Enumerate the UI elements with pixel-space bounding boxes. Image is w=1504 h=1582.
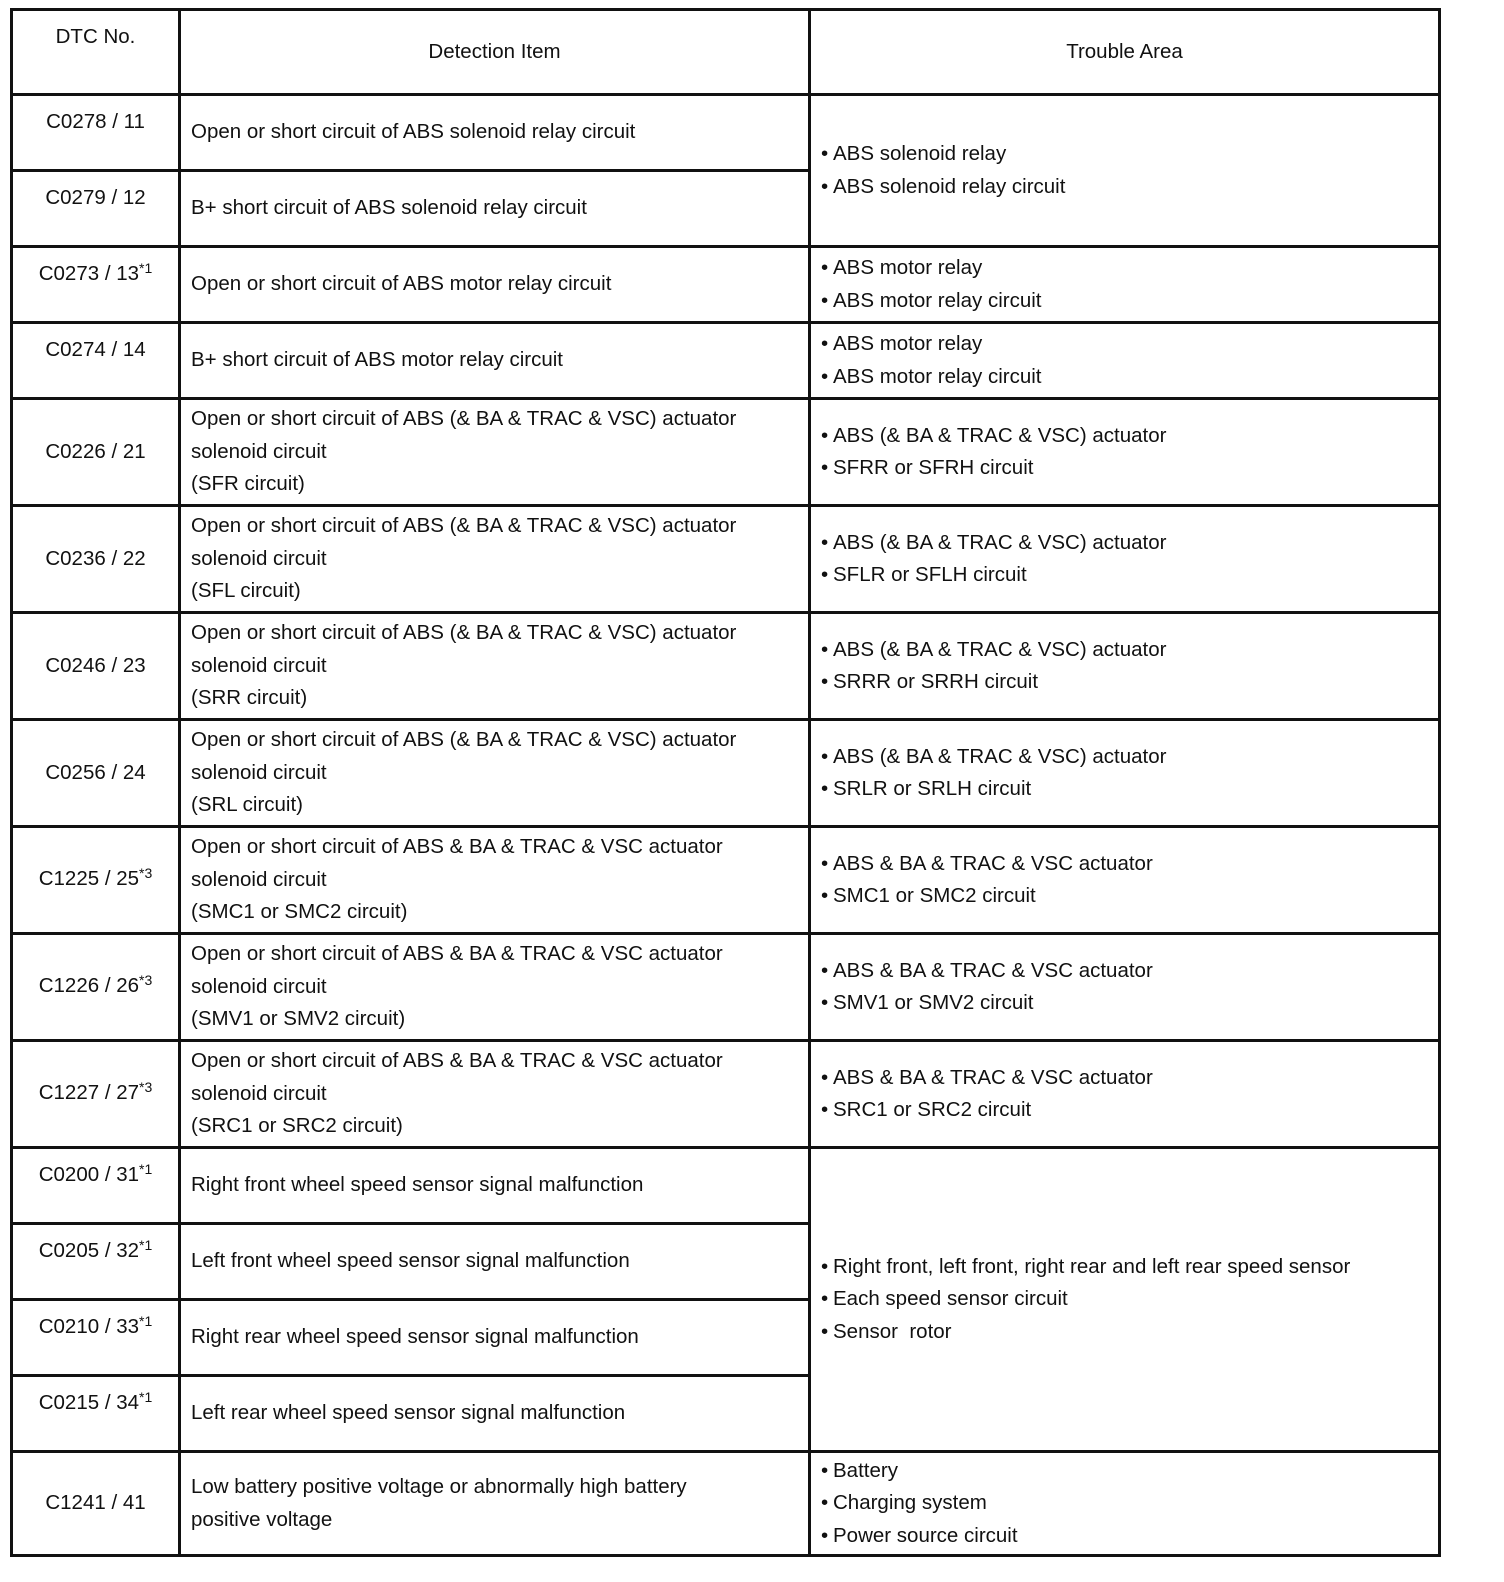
dtc-cell [12, 1452, 180, 1556]
trouble-cell [810, 827, 1440, 934]
dtc-code: C0278 / 11 [46, 110, 145, 133]
table-row [12, 720, 1440, 827]
detection-line: solenoid circuit [191, 439, 327, 463]
bullet-icon: • [821, 851, 829, 875]
trouble-item: • ABS (& BA & TRAC & VSC) actuator [821, 420, 1428, 453]
trouble-item: • SMC1 or SMC2 circuit [821, 880, 1428, 913]
detection-line: Right front wheel speed sensor signal malfunction [191, 1173, 644, 1197]
bullet-icon: • [821, 1458, 829, 1482]
dtc-code: C1241 / 41 [45, 1491, 146, 1515]
dtc-footnote: *1 [139, 1389, 153, 1405]
trouble-cell [810, 1041, 1440, 1148]
detection-line: Open or short circuit of ABS (& BA & TRAC & VSC) actuator [191, 514, 737, 538]
trouble-cell [810, 720, 1440, 827]
detection-line: Open or short circuit of ABS (& BA & TRAC & VSC) actuator [191, 621, 737, 645]
dtc-footnote: *3 [139, 1079, 153, 1096]
dtc-code: C0205 / 32 [38, 1239, 140, 1262]
dtc-footnote: *3 [139, 865, 153, 882]
dtc-table [10, 8, 1441, 1557]
trouble-item: • SMV1 or SMV2 circuit [821, 987, 1428, 1020]
trouble-item: • ABS motor relay [821, 328, 1428, 361]
dtc-table-container [10, 8, 1438, 1557]
trouble-cell [810, 399, 1440, 506]
trouble-item: • ABS motor relay circuit [821, 285, 1428, 318]
dtc-footnote: *3 [139, 972, 153, 989]
detection-line: Left front wheel speed sensor signal malfunction [191, 1249, 630, 1273]
bullet-icon: • [821, 332, 829, 355]
dtc-cell [12, 1148, 180, 1224]
dtc-footnote: *1 [139, 1237, 153, 1253]
dtc-cell [12, 720, 180, 827]
trouble-item: • Charging system [821, 1487, 1428, 1520]
dtc-code: C1227 / 27 [38, 1081, 140, 1105]
bullet-icon: • [821, 1098, 829, 1121]
trouble-item: • ABS (& BA & TRAC & VSC) actuator [821, 634, 1428, 667]
detection-line: Left rear wheel speed sensor signal malfunction [191, 1401, 626, 1425]
table-row [12, 95, 1440, 171]
detection-line: solenoid circuit [191, 974, 327, 998]
trouble-item: • Right front, left front, right rear and left rear speed sensor [821, 1251, 1428, 1284]
detection-line: Open or short circuit of ABS & BA & TRAC & VSC actuator [191, 835, 723, 859]
detection-line: solenoid circuit [191, 546, 327, 570]
table-row [12, 613, 1440, 720]
detection-line: (SRC1 or SRC2 circuit) [191, 1114, 403, 1138]
detection-cell [180, 934, 810, 1041]
bullet-icon: • [821, 1065, 829, 1089]
trouble-cell [810, 1148, 1440, 1452]
dtc-code: C0274 / 14 [45, 338, 146, 361]
bullet-icon: • [821, 884, 829, 907]
detection-line: (SFL circuit) [191, 579, 301, 603]
dtc-cell [12, 827, 180, 934]
detection-line: solenoid circuit [191, 1081, 327, 1105]
trouble-item: • ABS motor relay [821, 252, 1428, 285]
table-row [12, 1041, 1440, 1148]
detection-line: Open or short circuit of ABS & BA & TRAC & VSC actuator [191, 1049, 723, 1073]
bullet-icon: • [821, 142, 829, 165]
trouble-item: • Each speed sensor circuit [821, 1283, 1428, 1316]
dtc-cell [12, 1300, 180, 1376]
trouble-item: • ABS (& BA & TRAC & VSC) actuator [821, 741, 1428, 774]
detection-line: solenoid circuit [191, 760, 327, 784]
table-row [12, 323, 1440, 399]
trouble-item: • SRC1 or SRC2 circuit [821, 1094, 1428, 1127]
trouble-item: • SFLR or SFLH circuit [821, 559, 1428, 592]
dtc-cell [12, 1224, 180, 1300]
dtc-cell [12, 399, 180, 506]
bullet-icon: • [821, 637, 829, 661]
dtc-cell [12, 171, 180, 247]
trouble-cell [810, 323, 1440, 399]
trouble-item: • Battery [821, 1455, 1428, 1488]
detection-line: (SMV1 or SMV2 circuit) [191, 1007, 406, 1031]
detection-line: Open or short circuit of ABS (& BA & TRAC & VSC) actuator [191, 728, 737, 752]
trouble-cell [810, 934, 1440, 1041]
detection-line: Low battery positive voltage or abnormally high battery [191, 1475, 687, 1498]
detection-line: B+ short circuit of ABS solenoid relay circuit [191, 196, 587, 220]
detection-line: Open or short circuit of ABS motor relay circuit [191, 272, 612, 296]
detection-line: Right rear wheel speed sensor signal malfunction [191, 1325, 639, 1349]
dtc-cell [12, 247, 180, 323]
detection-cell [180, 1452, 810, 1556]
detection-cell [180, 247, 810, 323]
dtc-cell [12, 506, 180, 613]
bullet-icon: • [821, 958, 829, 982]
bullet-icon: • [821, 1287, 829, 1311]
bullet-icon: • [821, 1319, 829, 1343]
detection-cell [180, 613, 810, 720]
dtc-code: C0273 / 13 [38, 262, 140, 285]
trouble-cell [810, 613, 1440, 720]
trouble-item: • ABS solenoid relay circuit [821, 171, 1428, 204]
dtc-cell [12, 95, 180, 171]
header-detection-item: Detection Item [180, 10, 810, 95]
detection-cell [180, 827, 810, 934]
bullet-icon: • [821, 744, 829, 768]
dtc-cell [12, 323, 180, 399]
trouble-item: • Power source circuit [821, 1520, 1428, 1553]
detection-line: Open or short circuit of ABS (& BA & TRAC & VSC) actuator [191, 407, 737, 431]
detection-line: Open or short circuit of ABS & BA & TRAC & VSC actuator [191, 942, 723, 966]
header-trouble-area: Trouble Area [810, 10, 1440, 95]
trouble-cell [810, 247, 1440, 323]
dtc-cell [12, 1376, 180, 1452]
trouble-item: • ABS motor relay circuit [821, 361, 1428, 394]
trouble-item: • ABS & BA & TRAC & VSC actuator [821, 1062, 1428, 1095]
bullet-icon: • [821, 777, 829, 800]
trouble-item: • ABS solenoid relay [821, 138, 1428, 171]
detection-cell [180, 1300, 810, 1376]
table-row [12, 1452, 1440, 1556]
table-row [12, 934, 1440, 1041]
detection-cell [180, 399, 810, 506]
table-row [12, 506, 1440, 613]
detection-cell [180, 1376, 810, 1452]
dtc-code: C0226 / 21 [45, 439, 146, 463]
dtc-code: C0279 / 12 [45, 186, 146, 209]
dtc-code: C1225 / 25 [38, 867, 140, 891]
dtc-footnote: *1 [139, 1161, 153, 1177]
trouble-item: • SRLR or SRLH circuit [821, 773, 1428, 806]
dtc-code: C0236 / 22 [45, 546, 146, 570]
bullet-icon: • [821, 670, 829, 693]
trouble-item: • ABS & BA & TRAC & VSC actuator [821, 848, 1428, 881]
detection-line: (SFR circuit) [191, 472, 305, 496]
detection-cell [180, 323, 810, 399]
dtc-code: C0200 / 31 [38, 1163, 140, 1186]
bullet-icon: • [821, 174, 829, 198]
header-dtc-no: DTC No. [12, 10, 180, 95]
trouble-item: • SRRR or SRRH circuit [821, 666, 1428, 699]
detection-line: B+ short circuit of ABS motor relay circuit [191, 348, 563, 372]
detection-cell [180, 1148, 810, 1224]
detection-cell [180, 1224, 810, 1300]
trouble-cell [810, 506, 1440, 613]
trouble-cell [810, 1452, 1440, 1556]
detection-line: (SMC1 or SMC2 circuit) [191, 900, 408, 924]
detection-line: (SRL circuit) [191, 793, 303, 817]
bullet-icon: • [821, 1523, 829, 1547]
trouble-item: • ABS (& BA & TRAC & VSC) actuator [821, 527, 1428, 560]
dtc-footnote: *1 [139, 1313, 153, 1329]
dtc-code: C0246 / 23 [45, 653, 146, 677]
detection-cell [180, 720, 810, 827]
detection-line: solenoid circuit [191, 653, 327, 677]
bullet-icon: • [821, 256, 829, 279]
bullet-icon: • [821, 991, 829, 1014]
detection-cell [180, 506, 810, 613]
bullet-icon: • [821, 364, 829, 388]
bullet-icon: • [821, 423, 829, 447]
table-row [12, 247, 1440, 323]
detection-line: Open or short circuit of ABS solenoid relay circuit [191, 120, 636, 144]
dtc-footnote: *1 [139, 260, 153, 276]
dtc-code: C0215 / 34 [38, 1391, 140, 1414]
bullet-icon: • [821, 1254, 829, 1278]
bullet-icon: • [821, 1491, 829, 1515]
detection-line: positive voltage [191, 1507, 333, 1531]
trouble-item: • Sensor rotor [821, 1316, 1428, 1349]
table-row [12, 1148, 1440, 1224]
trouble-item: • SFRR or SFRH circuit [821, 452, 1428, 485]
trouble-item: • ABS & BA & TRAC & VSC actuator [821, 955, 1428, 988]
detection-cell [180, 95, 810, 171]
dtc-cell [12, 613, 180, 720]
detection-line: solenoid circuit [191, 867, 327, 891]
bullet-icon: • [821, 530, 829, 554]
dtc-code: C0210 / 33 [38, 1315, 140, 1338]
table-row [12, 827, 1440, 934]
bullet-icon: • [821, 288, 829, 312]
bullet-icon: • [821, 563, 829, 586]
trouble-cell [810, 95, 1440, 247]
detection-cell [180, 1041, 810, 1148]
detection-cell [180, 171, 810, 247]
dtc-cell [12, 934, 180, 1041]
table-row [12, 399, 1440, 506]
dtc-code: C1226 / 26 [38, 974, 140, 998]
detection-line: (SRR circuit) [191, 686, 308, 710]
bullet-icon: • [821, 456, 829, 479]
dtc-code: C0256 / 24 [45, 760, 146, 784]
header-row [12, 10, 1440, 95]
dtc-cell [12, 1041, 180, 1148]
